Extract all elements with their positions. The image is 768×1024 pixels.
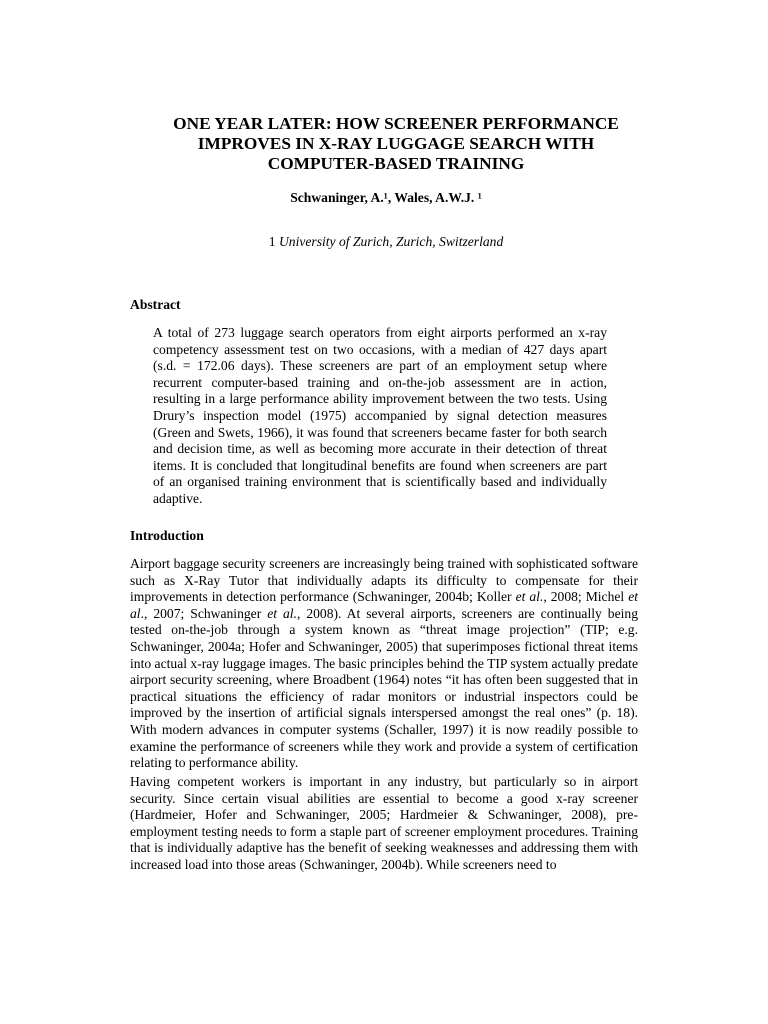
author-list: Schwaninger, A.¹, Wales, A.W.J. ¹ <box>290 190 482 205</box>
affiliation <box>130 233 642 250</box>
abstract-heading: Abstract <box>130 297 181 312</box>
intro-p1-text-c: ., 2007; Schwaninger <box>140 605 268 621</box>
title-line-3: COMPUTER-BASED TRAINING <box>267 154 525 173</box>
introduction-paragraph-1 <box>130 556 638 772</box>
paper-title <box>140 114 652 174</box>
intro-p1-etal-3: et al. <box>267 605 297 621</box>
affiliation-marker: 1 <box>268 234 276 249</box>
intro-p1-etal-1: et al. <box>515 589 544 605</box>
title-line-2: IMPROVES IN X-RAY LUGGAGE SEARCH WITH <box>197 134 595 153</box>
intro-p1-text-d: , 2008). At several airports, screeners are continually being tested on-the-job through a system known as “threat image projection” (TIP; e.g. Schwaninger, 2004a; Hofer and Schwaninger, 2005) that superimposes fictional threat items into actual x-ray luggage images. The basic principles behind the TIP system actually predate airport security screening, where Broadbent (1964) notes “it has often been suggested that in practical situations the efficiency of radar monitors or industrial inspectors could be improved by the insertion of artificial signals interspersed amongst the real ones” (p. 18). With modern advances in computer systems (Schaller, 1997) it is now readily possible to examine the performance of screeners while they work and provide a system of certification relating to performance ability. <box>130 605 638 771</box>
abstract-body: A total of 273 luggage search operators from eight airports performed an x-ray competency assessment test on two occasions, with a median of 427 days apart (s.d. = 172.06 days). These screeners are part of an employment setup where recurrent computer-based training and on-the-job assessment are in action, resulting in a large performance ability improvement between the two tests. Using Drury’s inspection model (1975) accompanied by signal detection measures (Green and Swets, 1966), it was found that screeners became faster for both search and decision time, as well as becoming more accurate in their detection of threat items. It is concluded that longitudinal benefits are found when screeners are part of an organised training environment that is scientifically based and individually adaptive. <box>153 325 607 506</box>
affiliation-text: University of Zurich, Zurich, Switzerland <box>278 234 504 249</box>
intro-p1-text-a: Airport baggage security screeners are increasingly being trained with sophisticated software such as X-Ray Tutor that individually adapts its difficulty to compensate for their improvements in detection performance (Schwaninger, 2004b; Koller <box>130 556 638 605</box>
title-line-1: ONE YEAR LATER: HOW SCREENER PERFORMANCE <box>173 114 619 133</box>
introduction-heading: Introduction <box>130 528 204 543</box>
intro-p1-text-b: , 2008; Michel <box>543 589 629 605</box>
intro-p1-etal-2: et al <box>130 589 638 621</box>
introduction-paragraph-2: Having competent workers is important in any industry, but particularly so in airport security. Since certain visual abilities are essential to become a good x-ray screener (Hardmeier, Hofer and Schwaninger, 2005; Hardmeier & Schwaninger, 2008), pre-employment testing needs to form a staple part of screener employment procedures. Training that is individually adaptive has the benefit of seeking weaknesses and addressing them with increased load into those areas (Schwaninger, 2004b). While screeners need to <box>130 774 638 872</box>
